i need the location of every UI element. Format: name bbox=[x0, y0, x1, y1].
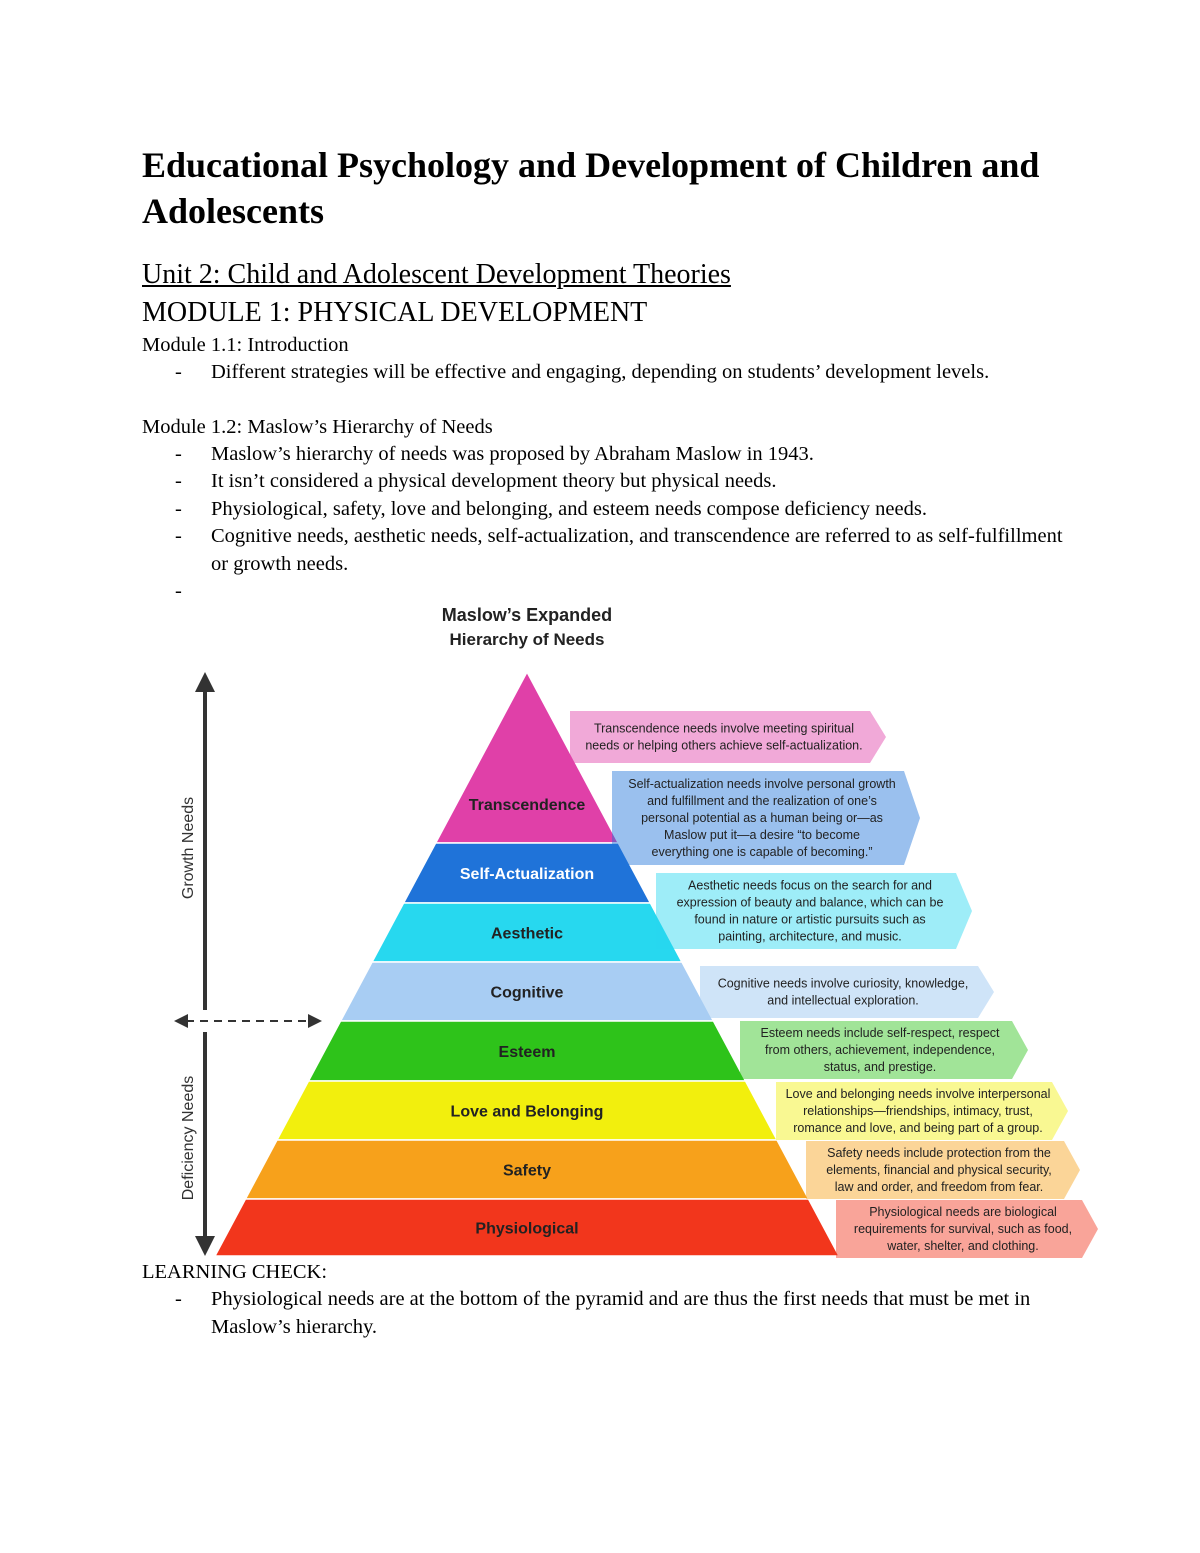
figure-title-line1: Maslow’s Expanded bbox=[441, 605, 613, 625]
bullet-text: Physiological, safety, love and belonging, and esteem needs compose deficiency needs. bbox=[211, 498, 927, 520]
level-description-line: Physiological needs are biological bbox=[869, 1205, 1057, 1219]
bullet-marker: - bbox=[175, 443, 182, 465]
pyramid-level-label: Safety bbox=[502, 1162, 552, 1180]
pyramid-level-label: Aesthetic bbox=[490, 925, 564, 943]
bullet-text: Maslow’s hierarchy of needs was proposed by Abraham Maslow in 1943. bbox=[211, 443, 814, 465]
level-description-line: expression of beauty and balance, which can be bbox=[676, 895, 944, 910]
bullet-text: Physiological needs are at the bottom of the pyramid and are thus the first needs that must be met in Maslow’s hierarchy. bbox=[211, 1288, 1031, 1338]
level-description-line: Maslow put it—a desire “to become bbox=[664, 828, 860, 842]
level-description-line: Transcendence needs involve meeting spiritual bbox=[593, 721, 855, 736]
level-description-line: water, shelter, and clothing. bbox=[887, 1239, 1039, 1253]
bullet-text: It isn’t considered a physical development theory but physical needs. bbox=[211, 470, 777, 492]
level-description-line: everything one is capable of becoming.” bbox=[651, 845, 873, 859]
bullet-marker: - bbox=[175, 525, 182, 547]
level-description-line: painting, architecture, and music. bbox=[718, 929, 902, 944]
axis-down-arrow-icon bbox=[195, 1236, 215, 1256]
pyramid-level-label: Love and Belonging bbox=[450, 1103, 604, 1121]
level-description-line: requirements for survival, such as food, bbox=[853, 1222, 1073, 1236]
level-description-line: Aesthetic needs focus on the search for and bbox=[688, 878, 932, 893]
bullet-marker: - bbox=[175, 1288, 182, 1310]
unit-heading: Unit 2: Child and Adolescent Development Theories bbox=[142, 259, 731, 290]
bullet-text: Different strategies will be effective and engaging, depending on students’ development levels. bbox=[211, 361, 990, 383]
level-description-line: and intellectual exploration. bbox=[767, 993, 919, 1008]
pyramid-level-label: Self-Actualization bbox=[459, 866, 595, 883]
document-title: Educational Psychology and Development of Children and Adolescents bbox=[142, 145, 1040, 231]
pyramid-level-label: Cognitive bbox=[490, 984, 564, 1002]
level-description-line: found in nature or artistic pursuits such as bbox=[694, 912, 926, 927]
bullet-marker: - bbox=[175, 580, 182, 602]
pyramid-level-label: Physiological bbox=[475, 1220, 579, 1238]
section-heading: Module 1.2: Maslow’s Hierarchy of Needs bbox=[142, 416, 493, 438]
section-heading: Module 1.1: Introduction bbox=[142, 334, 349, 356]
bullet-marker: - bbox=[175, 361, 182, 383]
level-description-line: Esteem needs include self-respect, respect bbox=[760, 1026, 1000, 1040]
level-description-line: from others, achievement, independence, bbox=[765, 1043, 995, 1057]
deficiency-needs-label: Deficiency Needs bbox=[180, 1075, 197, 1201]
level-description-line: Cognitive needs involve curiosity, knowledge, bbox=[717, 976, 969, 991]
module-heading: MODULE 1: PHYSICAL DEVELOPMENT bbox=[142, 297, 648, 328]
level-description-line: Self-actualization needs involve personal growth bbox=[628, 777, 896, 791]
bullet-text: Cognitive needs, aesthetic needs, self-actualization, and transcendence are referred to as self-fulfillment or growth needs. bbox=[211, 525, 1063, 575]
level-description-line: Safety needs include protection from the bbox=[827, 1146, 1051, 1160]
description-arrow-box bbox=[700, 966, 994, 1018]
level-description-line: romance and love, and being part of a group. bbox=[793, 1121, 1043, 1135]
axis-up-arrow-icon bbox=[195, 672, 215, 692]
divider-left-arrow-icon bbox=[174, 1014, 188, 1028]
level-description-line: law and order, and freedom from fear. bbox=[834, 1180, 1044, 1194]
divider-right-arrow-icon bbox=[308, 1014, 322, 1028]
learning-check-heading: LEARNING CHECK: bbox=[142, 1261, 328, 1283]
level-description-line: personal potential as a human being or—as bbox=[641, 811, 883, 825]
level-description-line: relationships—friendships, intimacy, trust, bbox=[803, 1104, 1033, 1118]
level-description-line: status, and prestige. bbox=[823, 1060, 937, 1074]
level-description-line: needs or helping others achieve self-actualization. bbox=[585, 738, 863, 753]
pyramid-level-label: Esteem bbox=[498, 1044, 556, 1061]
description-arrow-box bbox=[570, 711, 886, 763]
level-description-line: Love and belonging needs involve interpersonal bbox=[785, 1087, 1051, 1101]
level-description-line: and fulfillment and the realization of one’s bbox=[647, 794, 877, 808]
bullet-marker: - bbox=[175, 498, 182, 520]
figure-title-line2: Hierarchy of Needs bbox=[449, 630, 605, 649]
growth-needs-label: Growth Needs bbox=[180, 796, 197, 900]
pyramid-level-label: Transcendence bbox=[468, 797, 586, 814]
level-description-line: elements, financial and physical security, bbox=[826, 1163, 1052, 1177]
bullet-marker: - bbox=[175, 470, 182, 492]
